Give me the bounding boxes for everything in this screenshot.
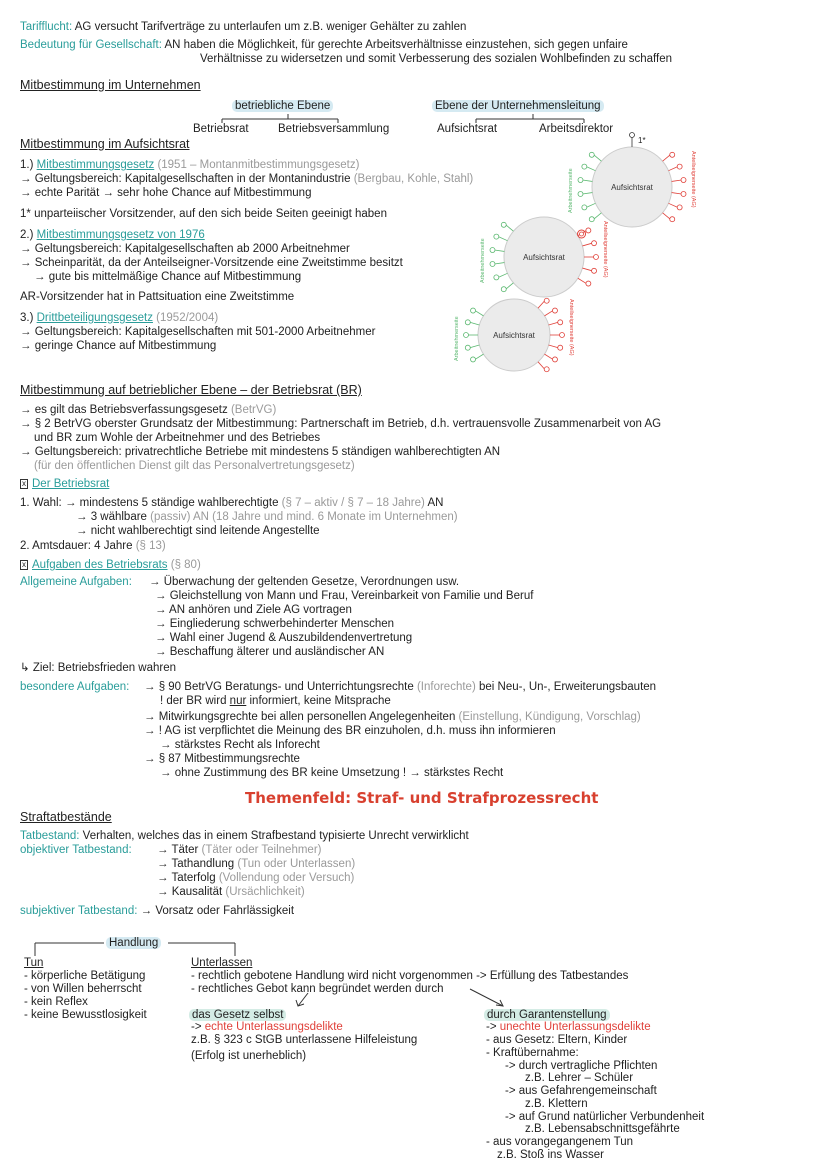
allg-item: → Gleichstellung von Mann und Frau, Vereinbarkeit von Familie und Beruf — [155, 590, 534, 602]
unterlassen-line-2: - rechtliches Gebot kann begründet werden durch — [191, 983, 444, 995]
heading-aufsichtsrat: Mitbestimmung im Aufsichtsrat — [20, 137, 190, 151]
m2-line-3: → gute bis mittelmäßige Chance auf Mitbestimmung — [34, 271, 302, 283]
circle-label: Aufsichtsrat — [611, 183, 653, 192]
tun-item: - von Willen beherrscht — [24, 983, 142, 995]
bes-line-3b: → stärkstes Recht als Inforecht — [160, 739, 320, 751]
tun-item: - keine Bewusstlosigkeit — [24, 1009, 147, 1021]
m1-line-3: 1* unparteiischer Vorsitzender, auf den sich beide Seiten geeinigt haben — [20, 208, 387, 220]
garant-item: - aus Gesetz: Eltern, Kinder — [486, 1034, 628, 1046]
obj-item: → Kausalität (Ursächlichkeit) — [157, 886, 305, 898]
box-icon: x — [22, 560, 26, 569]
br-line-2b: und BR zum Wohle der Arbeitnehmer und des Betriebes — [34, 432, 321, 444]
circle-label: Aufsichtsrat — [493, 331, 535, 340]
label-aufsichtsrat: Aufsichtsrat — [437, 123, 498, 135]
unterlassen-label: Unterlassen — [191, 957, 253, 969]
besondere-aufgaben-label: besondere Aufgaben: — [20, 681, 130, 693]
gesetz-line-1: -> echte Unterlassungsdelikte — [191, 1021, 343, 1033]
m2-line-4: AR-Vorsitzender hat in Pattsituation eine Zweitstimme — [20, 291, 295, 303]
wahl-line-1: 1. Wahl: → mindestens 5 ständige wahlberechtigte (§ 7 – aktiv / § 7 – 18 Jahre) AN — [20, 497, 444, 509]
bes-line-3: → ! AG ist verpflichtet die Meinung des BR einzuholen, d.h. muss ihn informieren — [144, 725, 556, 737]
garant-item: -> auf Grund natürlicher Verbundenheit — [505, 1111, 705, 1123]
m3-title: Drittbeteiligungsgesetz — [36, 312, 153, 324]
m2-title: Mitbestimmungsgesetz von 1976 — [36, 229, 205, 241]
amtsdauer-line: 2. Amtsdauer: 4 Jahre (§ 13) — [20, 540, 166, 552]
tun-label: Tun — [24, 957, 44, 969]
bes-line-4: → § 87 Mitbestimmungsrechte — [144, 753, 300, 765]
subjektiver-line: subjektiver Tatbestand: → Vorsatz oder Fahrlässigkeit — [20, 905, 295, 917]
m1-line-1: → Geltungsbereich: Kapitalgesellschaften in der Montanindustrie (Bergbau, Kohle, Stahl) — [20, 173, 474, 185]
m2-line-1: → Geltungsbereich: Kapitalgesellschaften ab 2000 Arbeitnehmer — [20, 243, 350, 255]
br-line-3: → Geltungsbereich: privatrechtliche Betriebe mit mindestens 5 ständigen wahlberechtigten AN — [20, 446, 501, 458]
label-betriebliche-ebene: betriebliche Ebene — [232, 99, 333, 113]
garant-item: z.B. Klettern — [525, 1098, 588, 1110]
sub-aufgaben: x Aufgaben des Betriebsrats (§ 80) — [22, 559, 201, 571]
tun-item: - körperliche Betätigung — [24, 970, 146, 982]
unternehmen-tree-lines — [222, 114, 584, 123]
m2-line-2: → Scheinparität, da der Anteilseigner-Vorsitzende eine Zweitstimme besitzt — [20, 257, 403, 269]
label-arbeitsdirektor: Arbeitsdirektor — [539, 123, 614, 135]
m1-title: Mitbestimmungsgesetz — [36, 159, 155, 171]
bes-line-2: → Mitwirkungsgrechte bei allen personellen Angelegenheiten (Einstellung, Kündigung, Vorschlag) — [144, 711, 641, 723]
garant-item: z.B. Lehrer – Schüler — [525, 1072, 634, 1084]
tun-item: - kein Reflex — [24, 996, 88, 1008]
allg-item: → Beschaffung älterer und ausländischer AN — [155, 646, 385, 658]
gesetz-title: das Gesetz selbst — [189, 1008, 286, 1022]
themenfeld-title: Themenfeld: Straf- und Strafprozessrecht — [245, 789, 599, 807]
circle-label: Aufsichtsrat — [523, 253, 565, 262]
garant-item: -> aus Gefahrengemeinschaft — [505, 1085, 657, 1097]
return-arrow-icon: ↳ — [20, 662, 30, 674]
allg-item: → Wahl einer Jugend & Auszubildendenvertretung — [155, 632, 413, 644]
label-ebene-leitung: Ebene der Unternehmensleitung — [432, 99, 604, 113]
obj-item: → Taterfolg (Vollendung oder Versuch) — [157, 872, 355, 884]
anteilseignerseite-label: Anteilseignerseite (AG) — [602, 221, 608, 278]
obj-item: → Tathandlung (Tun oder Unterlassen) — [157, 858, 356, 870]
m1-title-line: 1.) Mitbestimmungsgesetz (1951 – Montanmitbestimmungsgesetz) — [20, 159, 360, 171]
gesetz-line-2: z.B. § 323 c StGB unterlassene Hilfeleistung — [191, 1034, 418, 1046]
wahl-line-3: → nicht wahlberechtigt sind leitende Angestellte — [76, 525, 320, 537]
allg-item: → Überwachung der geltenden Gesetze, Verordnungen usw. — [149, 576, 460, 588]
bes-line-4b: → ohne Zustimmung des BR keine Umsetzung ! → stärkstes Recht — [160, 767, 504, 779]
allgemeine-aufgaben-label: Allgemeine Aufgaben: — [20, 576, 132, 588]
arbeitnehmerseite-label: Arbeitnehmerseite — [480, 238, 486, 283]
objektiver-label: objektiver Tatbestand: — [20, 844, 132, 856]
tarifflucht-text: AG versucht Tarifverträge zu unterlaufen um z.B. weniger Gehälter zu zahlen — [74, 21, 467, 33]
gesetz-line-3: (Erfolg ist unerheblich) — [191, 1050, 307, 1062]
garant-item: z.B. Lebensabschnittsgefährte — [525, 1123, 680, 1135]
br-line-3-note: (für den öffentlichen Dienst gilt das Personalvertretungsgesetz) — [34, 460, 355, 472]
bedeutung-text-2: Verhältnisse zu widersetzen und somit Verbesserung des sozialen Wohlbefinden zu schaffen — [200, 53, 672, 65]
garant-item: - Kraftübernahme: — [486, 1047, 579, 1059]
unterlassen-line-1: - rechtlich gebotene Handlung wird nicht vorgenommen -> Erfüllung des Tatbestandes — [191, 970, 629, 982]
bedeutung-term: Bedeutung für Gesellschaft: — [20, 39, 162, 51]
tarifflucht-term: Tarifflucht: — [20, 21, 73, 33]
m3-line-2: → geringe Chance auf Mitbestimmung — [20, 340, 217, 352]
wahl-line-2: → 3 wählbare (passiv) AN (18 Jahre und mind. 6 Monate im Unternehmen) — [76, 511, 458, 523]
m1-line-2: → echte Parität → sehr hohe Chance auf Mitbestimmung — [20, 187, 312, 199]
br-line-2: → § 2 BetrVG oberster Grundsatz der Mitbestimmung: Partnerschaft im Betrieb, d.h. vertrauensvolle Zusammenarbeit von AG — [20, 418, 662, 430]
arbeitnehmerseite-label: Arbeitnehmerseite — [454, 316, 460, 361]
m3-title-line: 3.) Drittbeteiligungsgesetz (1952/2004) — [20, 312, 219, 324]
handlung-title: Handlung — [106, 936, 161, 950]
bes-line-1b: ! der BR wird nur informiert, keine Mitsprache — [160, 695, 391, 707]
allg-item: → AN anhören und Ziele AG vortragen — [155, 604, 352, 616]
garant-title: durch Garantenstellung — [484, 1008, 610, 1022]
ziel-line: ↳ Ziel: Betriebsfrieden wahren — [20, 662, 177, 674]
aufsichtsrat-diagram-2 — [480, 217, 608, 297]
aufsichtsrat-diagram-1 — [568, 133, 696, 228]
sub-der-betriebsrat: x Der Betriebsrat — [22, 478, 110, 490]
aufsichtsrat-diagram-3 — [454, 298, 574, 372]
obj-item: → Täter (Täter oder Teilnehmer) — [157, 844, 322, 856]
m3-line-1: → Geltungsbereich: Kapitalgesellschaften mit 501-2000 Arbeitnehmer — [20, 326, 376, 338]
anteilseignerseite-label: Anteilseignerseite (AG) — [568, 299, 574, 356]
label-betriebsversammlung: Betriebsversammlung — [278, 123, 390, 135]
heading-betriebsrat: Mitbestimmung auf betrieblicher Ebene – der Betriebsrat (BR) — [20, 383, 362, 397]
box-icon: x — [22, 479, 26, 488]
br-line-1: → es gilt das Betriebsverfassungsgesetz (BetrVG) — [20, 404, 277, 416]
arbeitnehmerseite-label: Arbeitnehmerseite — [568, 168, 574, 213]
bes-line-1: → § 90 BetrVG Beratungs- und Unterrichtungsrechte (Inforechte) bei Neu-, Un-, Erweiterungsbauten — [144, 681, 657, 693]
label-betriebsrat: Betriebsrat — [193, 123, 249, 135]
garant-item: z.B. Stoß ins Wasser — [497, 1149, 604, 1161]
allg-item: → Eingliederung schwerbehinderter Menschen — [155, 618, 395, 630]
garant-line-1: -> unechte Unterlassungsdelikte — [486, 1021, 651, 1033]
garant-item: - aus vorangegangenem Tun — [486, 1136, 634, 1148]
heading-straftatbestaende: Straftatbestände — [20, 810, 112, 824]
tatbestand-line: Tatbestand: Verhalten, welches das in einem Strafbestand typisierte Unrecht verwirklicht — [20, 830, 469, 842]
anteilseignerseite-label: Anteilseignerseite (AG) — [690, 151, 696, 208]
heading-unternehmen: Mitbestimmung im Unternehmen — [20, 78, 201, 92]
garant-item: -> durch vertragliche Pflichten — [505, 1060, 658, 1072]
bedeutung-text: AN haben die Möglichkeit, für gerechte Arbeitsverhältnisse einzustehen, sich gegen unfaire — [164, 39, 628, 51]
m2-title-line: 2.) Mitbestimmungsgesetz von 1976 — [20, 229, 205, 241]
star-marker: 1* — [638, 136, 646, 145]
